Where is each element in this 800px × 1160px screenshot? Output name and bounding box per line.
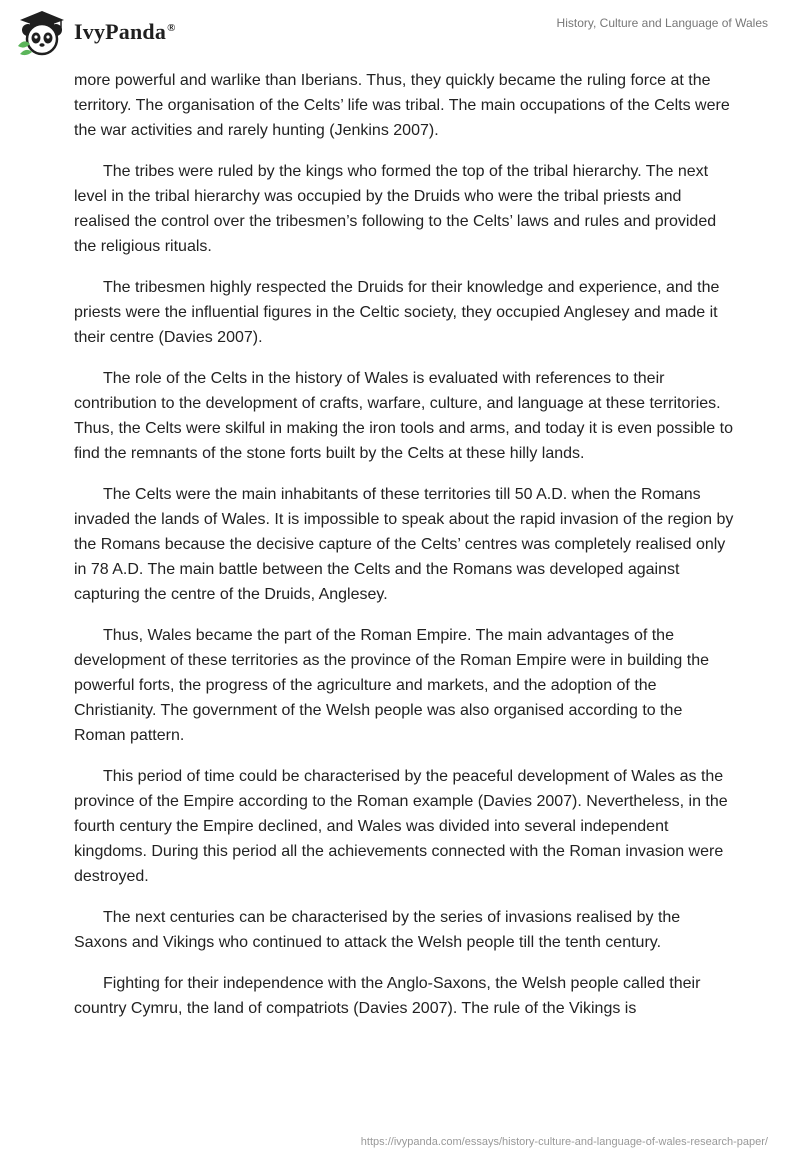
paragraph: This period of time could be characterised by the peaceful development of Wales as the province of the Empire according to the Roman example (Davies 2007). Nevertheless, in the fourth century the Empire declined, and Wales was divided into several independent kingdoms. During this period all the achievements connected with the Roman invasion were destroyed. — [74, 768, 728, 885]
paragraph: Thus, Wales became the part of the Roman Empire. The main advantages of the development of these territories as the province of the Roman Empire were in building the powerful forts, the progress of the agriculture and markets, and the adoption of the Christianity. The government of the Welsh people was also organised according to the Roman pattern. — [74, 627, 710, 744]
brand-name: IvyPanda® — [74, 19, 176, 44]
paragraph: The role of the Celts in the history of Wales is evaluated with references to their contribution to the development of crafts, warfare, culture, and language at these territories. Thus, the Celts were skilful in making the iron tools and arms, and today it is even possible to find the remnants of the stone forts built by the Celts at these hilly lands. — [74, 370, 733, 462]
paragraph: The Celts were the main inhabitants of these territories till 50 A.D. when the Romans invaded the lands of Wales. It is impossible to speak about the rapid invasion of the region by the Romans because the decisive capture of the Celts’ centres was completely realised only in 78 A.D. The main battle between the Celts and the Romans was developed against capturing the centre of the Druids, Anglesey. — [74, 486, 734, 603]
paragraph: The tribesmen highly respected the Druids for their knowledge and experience, and the priests were the influential figures in the Celtic society, they occupied Anglesey and made it their centre (Davies 2007). — [74, 279, 720, 346]
essay-body — [74, 68, 736, 1037]
panda-graduate-icon — [14, 8, 70, 56]
source-url[interactable]: https://ivypanda.com/essays/history-culture-and-language-of-wales-research-paper/ — [360, 1136, 768, 1148]
paragraph: more powerful and warlike than Iberians. Thus, they quickly became the ruling force at the territory. The organisation of the Celts’ life was tribal. The main occupations of the Celts were the war activities and rarely hunting (Jenkins 2007). — [74, 72, 730, 139]
page-header — [0, 0, 800, 70]
paragraph: The next centuries can be characterised by the series of invasions realised by the Saxons and Vikings who continued to attack the Welsh people till the tenth century. — [74, 909, 681, 951]
paragraph: Fighting for their independence with the Anglo-Saxons, the Welsh people called their country Cymru, the land of compatriots (Davies 2007). The rule of the Vikings is — [74, 975, 701, 1017]
document-title: History, Culture and Language of Wales — [556, 16, 768, 30]
paragraph: The tribes were ruled by the kings who formed the top of the tribal hierarchy. The next level in the tribal hierarchy was occupied by the Druids who were the tribal priests and realised the control over the tribesmen’s following to the Celts’ laws and rules and provided the religious rituals. — [74, 163, 717, 255]
ivypanda-logo[interactable] — [14, 8, 176, 56]
registered-mark: ® — [167, 21, 176, 34]
